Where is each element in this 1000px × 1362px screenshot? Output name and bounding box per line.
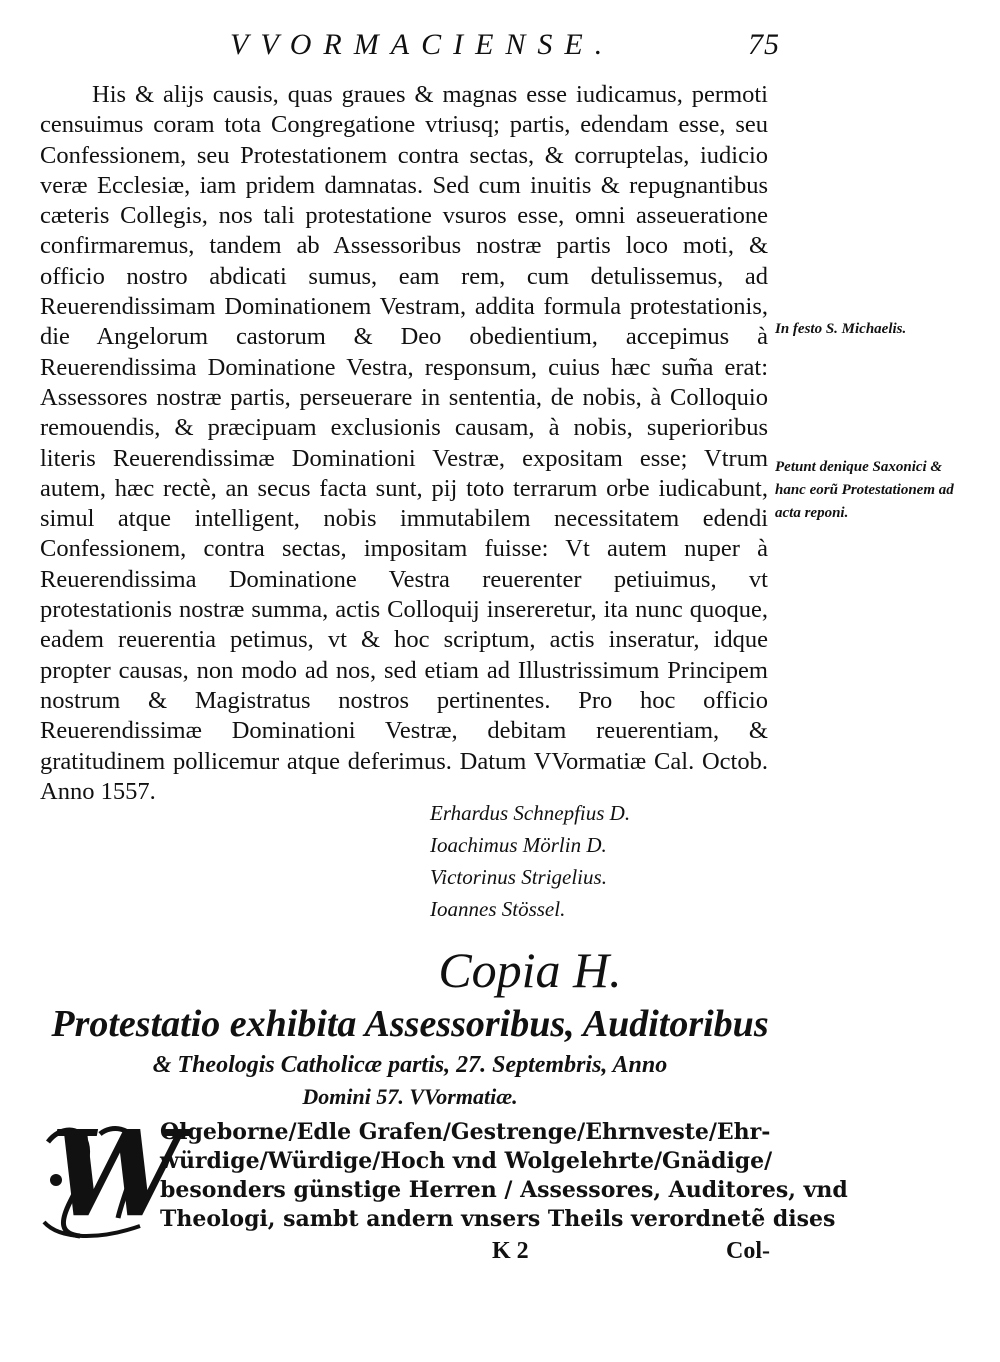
section-title-line: Domini 57. VVormatiæ. [302, 1084, 518, 1109]
decorated-initial [40, 1104, 183, 1243]
body-paragraph: His & alijs causis, quas graues & magnas esse iudicamus, permoti censuimus coram tota Congregatione vtriusq; partis, edendam esse, seu Confessionem, seu Protestationem contra sectas, & corruptelas, iudicio veræ Ecclesiæ, iam pridem damnatas. Sed cum inuitis & repugnantibus cæteris Collegis, nos tali protestatione vsuros esse, omni asseueratione confirmaremus, tandem ab Assessoribus nostræ partis loco moti, & officio nostro abdicati sumus, eam rem, cum detulissemus, ad Reuerendissimam Dominationem Vestram, addita formula protestationis, die Angelorum castorum & Deo obedientium, accepimus à Reuerendissima Dominatione Vestra, responsum, cuius hæc sum̃a erat: Assessores nostræ partis, perseuerare in sententia, de nobis, à Colloquio remouendis, & præcipuam exclusionis causam, à nobis, superioribus literis Reuerendissimæ Dominationi Vestræ, expositam esse; Vtrum autem, hæc rectè, an secus facta sunt, pij toto terrarum orbe iudicabunt, simul atque intelligent, nobis immutabilem necessitatem edendi Confessionem, contra sectas, impositam fuisse: Vt autem nuper à Reuerendissima Dominatione Vestra reuerenter petiuimus, vt protestationis nostræ summa, actis Colloquij insereretur, ita nunc quoque, eadem reuerentia petimus, vt & hoc scriptum, actis inseratur, idque propter causas, non modo ad nos, sed etiam ad Illustrissimum Principem nostrum & Magistratus nostros pertinentes. Pro hoc officio Reuerendissimæ Dominationi Vestræ, debitam reuerentiam, & gratitudinem pollicemur atque deferimus. Datum VVormatiæ Cal. Octob. Anno 1557. [40, 81, 768, 805]
signature-line: Erhardus Schnepfius D. [430, 801, 631, 825]
german-paragraph [160, 1118, 848, 1234]
section-title-line: & Theologis Catholicæ partis, 27. Septembris, Anno [152, 1052, 668, 1078]
german-line: Theologi, sambt andern vnsers Theils verordnetẽ dises [160, 1206, 836, 1232]
signature-line: Ioachimus Mörlin D. [430, 833, 607, 857]
signature-line: Victorinus Strigelius. [430, 865, 607, 889]
drop-cap-letter: W [50, 1104, 183, 1243]
page-number: 75 [748, 28, 780, 61]
margin-note-festo: In festo S. Michaelis. [775, 321, 907, 337]
german-line: würdige/Würdige/Hoch vnd Wolgelehrte/Gnädige/ [160, 1148, 773, 1174]
signature-line: Ioannes Stössel. [430, 897, 566, 921]
running-header [230, 28, 790, 68]
signature-block [430, 797, 750, 925]
section-title-line: Protestatio exhibita Assessoribus, Auditoribus [51, 1003, 769, 1045]
margin-note-petunt: Petunt denique Saxonici & hanc eorũ Protestationem ad acta reponi. [775, 459, 954, 521]
page-footer [40, 1238, 770, 1272]
catchword: Col- [726, 1238, 770, 1264]
section-heading: Copia H. [438, 942, 622, 998]
latin-body-text [40, 80, 768, 807]
german-line: besonders günstige Herren / Assessores, Auditores, vnd [160, 1177, 848, 1203]
running-title: VVORMACIENSE. [230, 28, 615, 61]
signature-mark: K 2 [492, 1238, 529, 1264]
section-title [40, 1000, 780, 1112]
german-line: Olgeborne/Edle Grafen/Gestrenge/Ehrnveste/Ehr- [160, 1119, 771, 1145]
